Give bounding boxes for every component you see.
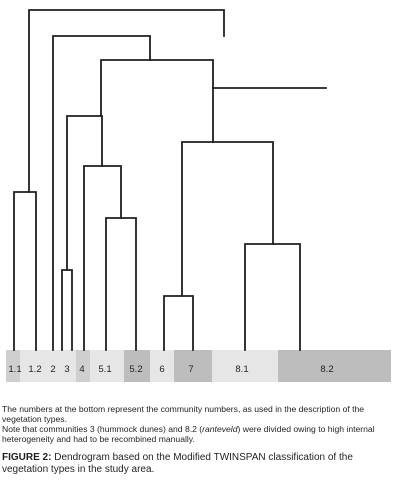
leaf-label-4: 4 [79, 364, 85, 375]
figure-caption-text: Dendrogram based on the Modified TWINSPAN classification of the vegetation types in the study area. [2, 452, 353, 476]
leaf-label-7: 7 [188, 364, 194, 375]
leaf-label-8.2: 8.2 [320, 364, 334, 375]
leaf-label-5.1: 5.1 [98, 364, 112, 375]
clade-6-8-top [213, 88, 326, 142]
clade-4-5 [84, 166, 121, 350]
leaf-bar [6, 350, 391, 382]
clade-8 [245, 244, 300, 350]
clade-root [29, 10, 224, 192]
caption-note-2 [2, 424, 400, 444]
clade-3-8 [101, 60, 213, 116]
clade-6-8 [182, 142, 273, 296]
figure-caption [2, 452, 400, 477]
clade-5 [106, 218, 136, 350]
leaf-label-1.1: 1.1 [8, 364, 22, 375]
leaf-label-3: 3 [64, 364, 70, 375]
caption-note-1: The numbers at the bottom represent the community numbers, as used in the description of the vegetation types. [2, 404, 365, 425]
leaf-label-6: 6 [159, 364, 165, 375]
note-text-start: Note that communities 3 (hummock dunes) and 8.2 ( [2, 424, 203, 434]
note-text-end: ) were divided owing to high internal heterogeneity and had to be recombined manually. [2, 424, 375, 445]
leaf-label-2: 2 [50, 364, 56, 375]
clade-1 [14, 192, 36, 350]
clade-3 [62, 270, 72, 350]
leaf-label-1.2: 1.2 [28, 364, 42, 375]
leaf-cell-8.2 [278, 350, 391, 382]
leaf-label-5.2: 5.2 [129, 364, 143, 375]
leaf-label-8.1: 8.1 [235, 364, 249, 375]
clade-6-7 [164, 296, 193, 350]
dendrogram-branches [14, 10, 326, 350]
figure-label: FIGURE 2: [2, 452, 52, 463]
note-term-ranteveld: ranteveld [202, 424, 238, 434]
